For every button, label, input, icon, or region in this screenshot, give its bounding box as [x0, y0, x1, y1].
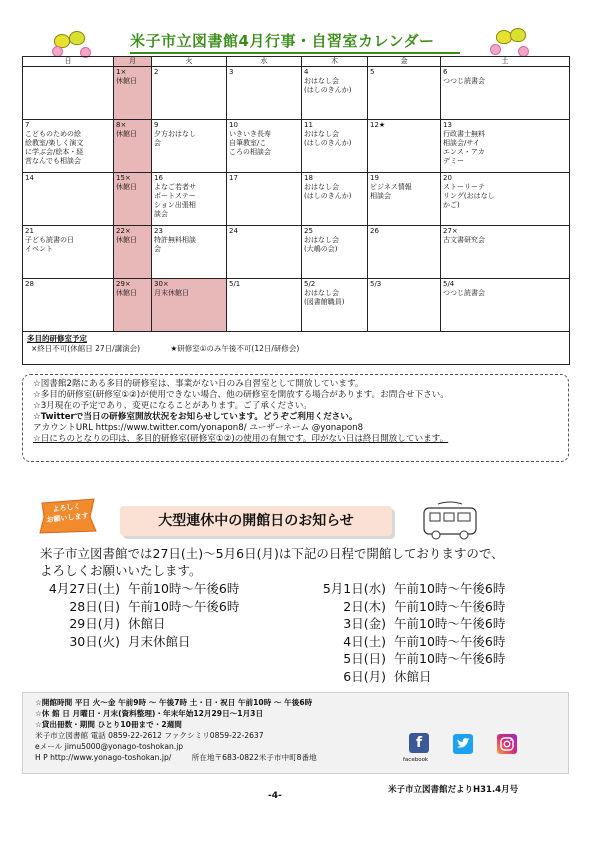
- day-content: 3: [229, 68, 234, 76]
- calendar-week-row: [23, 279, 570, 332]
- schedule-hours: 午前10時～午後6時: [394, 633, 506, 649]
- day-content: 18 おはなし会 (はしのきんか): [304, 174, 352, 200]
- notes-left: ×終日不可(休館日 27日/講演会): [31, 344, 141, 353]
- notes-right: ★研修室①のみ午後不可(12日/研修会): [170, 344, 300, 353]
- event-calendar: [22, 56, 570, 365]
- calendar-day-cell: [23, 173, 114, 226]
- calendar-notes-row: [23, 332, 570, 365]
- badge-text: よろしく お願いします: [46, 502, 89, 525]
- day-content: 14: [25, 174, 34, 182]
- day-content: 10 いきいき長寿 自筆教室/こ ころの相談会: [229, 121, 271, 156]
- calendar-day-cell: [302, 226, 368, 279]
- day-content: 28: [25, 280, 34, 288]
- schedule-row: [312, 633, 505, 651]
- schedule-hours: 休館日: [394, 668, 432, 684]
- schedule-hours: 午前10時～午後6時: [394, 598, 506, 614]
- twitter-account-line[interactable]: アカウントURL https://www.twitter.com/yonapon8/ ユーザーネーム @yonapon8: [33, 423, 364, 433]
- schedule-date: 2日(木): [343, 598, 386, 614]
- day-content: 4 おはなし会 (はしのきんか): [304, 68, 352, 94]
- calendar-day-cell: [23, 226, 114, 279]
- page-title: 米子市立図書館4月行事・自習室カレンダー: [130, 30, 460, 54]
- calendar-day-cell: [114, 173, 152, 226]
- day-content: 20 ストーリーテ リング(おはなし かご): [443, 174, 495, 209]
- calendar-day-cell: [302, 279, 368, 332]
- calendar-day-cell: [441, 173, 570, 226]
- schedule-row: [312, 598, 505, 616]
- twitter-icon[interactable]: [453, 734, 473, 754]
- day-content: 15× 休館日: [116, 174, 137, 191]
- info-line-6: ☆日にちのとなりの印は、多目的研修室(研修室①②)の使用の有無です。印がない日は終日開放しています。: [33, 434, 449, 444]
- schedule-date: 3日(金): [343, 616, 386, 631]
- calendar-day-cell: [23, 120, 114, 173]
- day-content: 1× 休館日: [116, 68, 137, 85]
- day-content: 19 ビジネス情報 相談会: [370, 174, 412, 200]
- schedule-date: 5月1日(水): [322, 581, 386, 596]
- bird-decoration-right: [488, 24, 530, 52]
- day-content: 2: [154, 68, 159, 76]
- day-content: 5/2 おはなし会 (図書館職員): [304, 280, 345, 306]
- day-content: 8× 休館日: [116, 121, 137, 138]
- calendar-day-cell: [227, 67, 302, 120]
- day-content: 5/4 つつじ読書会: [443, 280, 485, 297]
- calendar-day-cell: [302, 173, 368, 226]
- day-content: 23 特許無料相談 会: [154, 227, 196, 253]
- weekday-fri: 金: [368, 57, 441, 67]
- calendar-day-cell: [23, 279, 114, 332]
- day-content: 7 こどものための絵 絵教室/楽しく演文 に学ぶ会/絵本・経 営なんでも相談会: [25, 121, 84, 165]
- library-info-footer: [22, 692, 569, 774]
- schedule-row: [46, 598, 239, 616]
- day-content: 25 おはなし会 (大嶋の会): [304, 227, 339, 253]
- notice-intro-line-2: よろしくお願いいたします。: [40, 563, 202, 578]
- schedule-date: 6日(月): [343, 668, 386, 684]
- notes-title: 多目的研修室予定: [27, 334, 87, 343]
- schedule-date: 28日(日): [69, 598, 120, 614]
- weekday-header-row: [23, 57, 570, 67]
- schedule-hours: 休館日: [128, 616, 166, 631]
- day-content: 13 行政書士無料 相談会/サイ エンス・アカ デミー: [443, 121, 485, 165]
- calendar-day-cell: [227, 173, 302, 226]
- day-content: 29× 休館日: [116, 280, 137, 297]
- weekday-mon: 月: [114, 57, 152, 67]
- calendar-day-cell: [368, 67, 441, 120]
- calendar-week-row: [23, 226, 570, 279]
- day-content: 21 子ども読書の日 イベント: [25, 227, 74, 253]
- schedule-date: 4日(土): [343, 633, 386, 649]
- schedule-row: [312, 668, 505, 686]
- schedule-row: [312, 580, 505, 598]
- weekday-thu: 木: [302, 57, 368, 67]
- calendar-day-cell: [368, 173, 441, 226]
- bird-decoration-left: [52, 28, 94, 56]
- calendar-day-cell: [114, 279, 152, 332]
- calendar-day-cell: [441, 120, 570, 173]
- calendar-day-cell: [114, 120, 152, 173]
- schedule-hours: 午前10時～午後6時: [394, 651, 506, 666]
- phone-fax: 米子市立図書館 電話 0859-22-2612 ファクシミリ0859-22-2637: [35, 731, 264, 740]
- schedule-row: [312, 650, 505, 668]
- schedule-hours: 月末休館日: [128, 633, 191, 649]
- day-content: 16 よなご若者サ ポートステー ション出張相 談会: [154, 174, 196, 218]
- address: 所在地〒683-0822米子市中町8番地: [191, 753, 317, 762]
- schedule-date: 29日(月): [69, 616, 120, 631]
- homepage-link[interactable]: H P http://www.yonago-toshokan.jp/: [35, 753, 172, 762]
- calendar-day-cell: [302, 67, 368, 120]
- facebook-label: facebook: [403, 757, 429, 763]
- notice-intro: [40, 545, 550, 579]
- calendar-day-cell: [227, 279, 302, 332]
- calendar-day-cell: [152, 120, 227, 173]
- calendar-day-cell: [368, 226, 441, 279]
- info-line-3: ☆3月現在の予定であり、変更になることがあります。ご了承ください。: [33, 401, 312, 411]
- newsletter-issue: 米子市立図書館だよりH31.4月号: [388, 785, 519, 795]
- email[interactable]: eメール jimu5000@yonago-toshokan.jp: [35, 742, 184, 751]
- day-content: 12★: [370, 121, 386, 129]
- day-content: 11 おはなし会 (はしのきんか): [304, 121, 352, 147]
- schedule-date: 5日(日): [343, 651, 386, 666]
- calendar-day-cell: [23, 67, 114, 120]
- weekday-sat: 土: [441, 57, 570, 67]
- calendar-day-cell: [441, 226, 570, 279]
- calendar-day-cell: [368, 120, 441, 173]
- schedule-may: [312, 580, 505, 685]
- day-content: 5: [370, 68, 375, 76]
- calendar-week-row: [23, 67, 570, 120]
- calendar-day-cell: [152, 279, 227, 332]
- weekday-tue: 火: [152, 57, 227, 67]
- calendar-day-cell: [152, 173, 227, 226]
- weekday-sun: 日: [23, 57, 114, 67]
- info-line-1: ☆図書館2階にある多目的研修室は、事業がない日のみ自習室として開放しています。: [33, 379, 364, 389]
- instagram-icon[interactable]: [497, 734, 517, 754]
- schedule-hours: 午前10時～午後6時: [394, 581, 506, 596]
- calendar-day-cell: [152, 226, 227, 279]
- study-room-info-box: [22, 374, 569, 462]
- schedule-hours: 午前10時～午後6時: [128, 598, 240, 614]
- calendar-day-cell: [227, 120, 302, 173]
- calendar-day-cell: [368, 279, 441, 332]
- schedule-row: [46, 633, 239, 651]
- day-content: 9 夕方おはなし 会: [154, 121, 196, 147]
- calendar-day-cell: [114, 226, 152, 279]
- day-content: 30× 月末休館日: [154, 280, 189, 297]
- schedule-row: [46, 615, 239, 633]
- calendar-day-cell: [227, 226, 302, 279]
- day-content: 26: [370, 227, 379, 235]
- calendar-day-cell: [302, 120, 368, 173]
- day-content: 5/1: [229, 280, 241, 288]
- holiday-banner: 大型連休中の開館日のお知らせ: [120, 506, 392, 536]
- day-content: 5/3: [370, 280, 382, 288]
- yoroshiku-badge: [34, 497, 100, 535]
- opening-hours: ☆開館時間 平日 火～金 午前9時 ～ 午後7時 土・日・祝日 午前10時 ～ 午後6時: [35, 698, 313, 707]
- schedule-row: [46, 580, 239, 598]
- schedule-date: 30日(火): [69, 633, 120, 649]
- schedule-hours: 午前10時～午後6時: [128, 581, 240, 596]
- day-content: 22× 休館日: [116, 227, 137, 244]
- schedule-date: 4月27日(土): [48, 581, 120, 596]
- loan-limit: ☆貸出冊数・期間 ひとり10冊まで・2週間: [35, 720, 182, 729]
- day-content: 27× 古文書研究会: [443, 227, 485, 244]
- weekday-wed: 水: [227, 57, 302, 67]
- info-line-2: ☆多目的研修室(研修室①②)が使用できない場合、他の研修室を開放する場合があります。お問合せ下さい。: [33, 390, 449, 400]
- closed-days: ☆休 館 日 月曜日・月末(資料整理)・年末年始12月29日～1月3日: [35, 709, 264, 718]
- info-line-4: ☆Twitterで当日の研修室開放状況をお知らせしています。どうぞご利用ください。: [33, 412, 358, 422]
- calendar-week-row: [23, 120, 570, 173]
- schedule-hours: 午前10時～午後6時: [394, 616, 506, 631]
- calendar-day-cell: [152, 67, 227, 120]
- calendar-week-row: [23, 173, 570, 226]
- page-number: -4-: [268, 791, 282, 801]
- calendar-day-cell: [441, 67, 570, 120]
- day-content: 24: [229, 227, 238, 235]
- library-bus-icon: [418, 500, 482, 544]
- facebook-icon[interactable]: f: [409, 733, 429, 753]
- notice-intro-line-1: 米子市立図書館では27日(土)～5月6日(月)は下記の日程で開館しておりますので、: [40, 546, 504, 561]
- day-content: 17: [229, 174, 238, 182]
- schedule-row: [312, 615, 505, 633]
- schedule-april: [46, 580, 239, 650]
- calendar-day-cell: [114, 67, 152, 120]
- calendar-day-cell: [441, 279, 570, 332]
- day-content: 6 つつじ読書会: [443, 68, 485, 85]
